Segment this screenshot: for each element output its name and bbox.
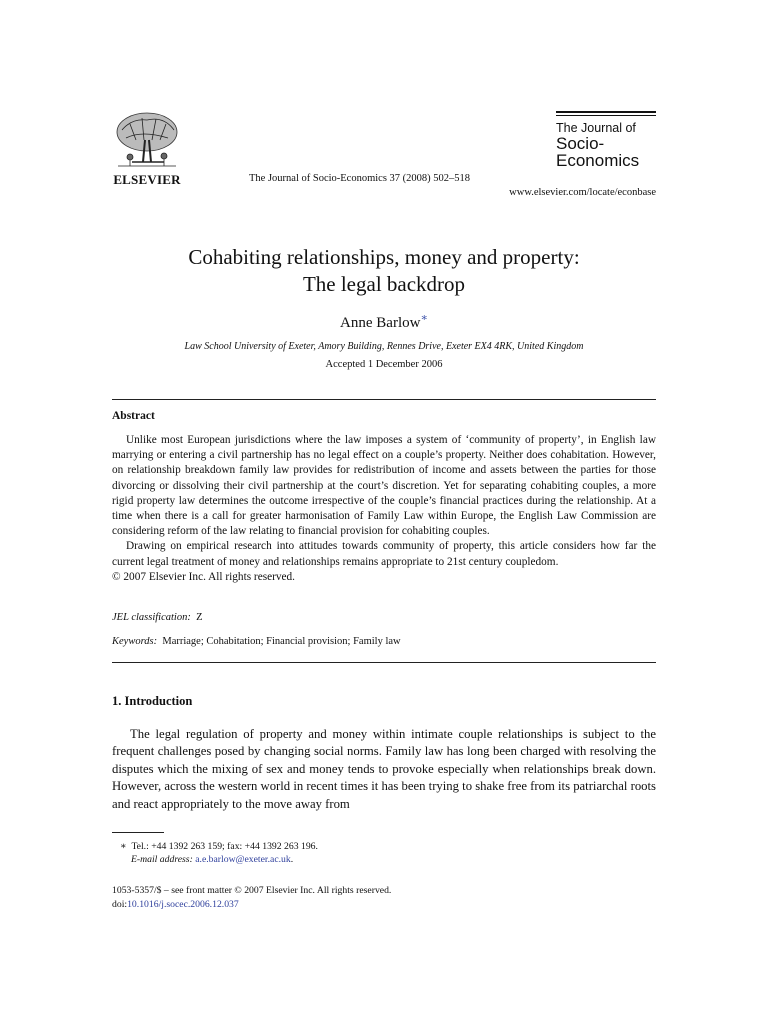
author-affiliation: Law School University of Exeter, Amory Building, Rennes Drive, Exeter EX4 4RK, United Kingdom — [184, 341, 584, 352]
accepted-date: Accepted 1 December 2006 — [325, 359, 443, 370]
doi-line — [112, 898, 239, 911]
journal-masthead — [556, 111, 656, 169]
abstract-heading: Abstract — [112, 410, 155, 422]
journal-name-line2: Socio- — [556, 134, 605, 153]
issn-line: 1053-5357/$ – see front matter © 2007 Elsevier Inc. All rights reserved. — [112, 885, 392, 896]
journal-citation: The Journal of Socio-Economics 37 (2008) 502–518 — [249, 173, 471, 184]
abstract-paragraph-2: Drawing on empirical research into attitudes towards community of property, this article considers how far the current legal treatment of money and relationships remains appropriate to 21st century coupledom. — [112, 540, 656, 568]
divider-top — [112, 399, 656, 400]
keywords-value: Marriage; Cohabitation; Financial provision; Family law — [162, 636, 401, 647]
footnote-mark: ∗ — [120, 841, 127, 852]
author-line — [112, 311, 656, 332]
doi-label: doi: — [112, 899, 128, 910]
jel-label: JEL classification: — [112, 612, 191, 623]
footnote-contact: Tel.: +44 1392 263 159; fax: +44 1392 263 196. — [131, 841, 318, 852]
abstract-copyright: © 2007 Elsevier Inc. All rights reserved. — [112, 570, 296, 583]
elsevier-tree-logo-icon — [112, 110, 182, 172]
footnote-rule — [112, 832, 164, 833]
journal-name-line1: The Journal of — [556, 121, 636, 135]
author-name: Anne Barlow — [340, 315, 421, 331]
keywords-label: Keywords: — [112, 636, 158, 647]
email-link[interactable]: a.e.barlow@exeter.ac.uk — [195, 854, 291, 865]
doi-link[interactable]: 10.1016/j.socec.2006.12.037 — [127, 899, 239, 910]
divider-bottom — [112, 662, 656, 663]
jel-value: Z — [196, 612, 203, 623]
intro-paragraph: The legal regulation of property and money within intimate couple relationships is subject to the frequent challenges posed by changing social norms. Family law has long been charged with resolving the disputes which the mixing of sex and money tends to provoke especially when relationships break down. However, across the western world in recent times it has been trying to shake free from its patriarchal roots and react appropriately to the move away from — [112, 727, 656, 811]
jel-classification — [112, 612, 203, 623]
title-line2: The legal backdrop — [302, 272, 466, 296]
title-line1: Cohabiting relationships, money and property: — [188, 245, 580, 269]
article-title — [112, 244, 656, 298]
journal-url[interactable]: www.elsevier.com/locate/econbase — [509, 187, 656, 198]
author-footnote-link[interactable]: ∗ — [420, 312, 428, 324]
footnote-email: E-mail address: a.e.barlow@exeter.ac.uk. — [131, 854, 294, 865]
footnote-tel — [120, 840, 318, 853]
keywords — [112, 636, 401, 647]
abstract-paragraph-1: Unlike most European jurisdictions where the law imposes a system of ‘community of property’, in English law marrying or entering a civil partnership has no legal effect on a couple’s property. Neither does cohabitation. However, on relationship breakdown family law provides for redistribution of income and assets between the parties for those divorcing or dissolving their civil partnership at the court’s discretion. Yet for separating cohabiting couples, a more rigid property law determines the outcome irrespective of the couple’s financial practices during the relationship. At a time when there is a call for greater harmonisation of Family Law within Europe, the English Law Commission are considering reform of the law relating to financial provision for cohabiting couples. — [112, 434, 656, 538]
email-label: E-mail address: — [131, 854, 193, 865]
publisher-name: ELSEVIER — [113, 172, 181, 187]
section-heading: 1. Introduction — [112, 694, 193, 708]
section-body — [112, 726, 656, 813]
journal-name-line3: Economics — [556, 151, 640, 170]
abstract-body — [112, 433, 656, 585]
